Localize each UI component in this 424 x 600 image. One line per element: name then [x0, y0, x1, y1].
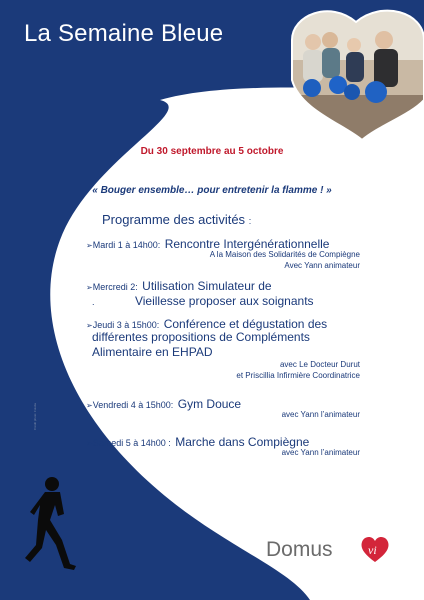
activity-detail: A la Maison des Solidarités de Compiègne: [209, 250, 360, 259]
activity-detail: avec Yann l’animateur: [281, 410, 360, 419]
logo-text: Domus: [266, 538, 333, 561]
activity-5: [86, 433, 309, 451]
programme-colon: :: [248, 216, 252, 226]
activity-prefix: Samedi 5 à 14h00 :: [92, 438, 171, 448]
slogan: « Bouger ensemble… pour entretenir la flamme ! »: [92, 185, 332, 196]
event-dates: Du 30 septembre au 5 octobre: [140, 146, 284, 157]
activity-title-line2: Vieillesse proposer aux soignants: [134, 294, 314, 308]
domusvi-logo: [266, 538, 377, 562]
logo-mark: vi: [368, 543, 377, 557]
activity-4: [86, 395, 241, 413]
activity-prefix: Vendredi 4 à 15h00:: [92, 400, 174, 410]
arrow-icon: ➢: [86, 321, 93, 330]
activity-detail: et Priscillia Infirmière Coordinatrice: [236, 371, 360, 380]
activity-prefix: Jeudi 3 à 15h00:: [92, 320, 160, 330]
arrow-icon: ➢: [86, 283, 93, 292]
activity-detail: Avec Yann animateur: [284, 261, 360, 270]
activity-title-line3: Alimentaire en EHPAD: [92, 345, 213, 359]
activity-detail: avec Le Docteur Durut: [279, 360, 360, 369]
programme-label: Programme des activités: [102, 212, 246, 227]
activity-title-prefix: .: [92, 297, 95, 307]
arrow-icon: ➢: [86, 401, 93, 410]
photo-credit: Crédit photo: Fotolia: [33, 402, 37, 430]
activity-title: Gym Douce: [177, 397, 242, 411]
programme-heading: [102, 212, 251, 227]
activity-title: Conférence et dégustation des: [163, 317, 328, 331]
logo-heart-icon: [360, 534, 390, 564]
page-title: La Semaine Bleue: [24, 20, 224, 47]
activity-prefix: Mercredi 2:: [92, 282, 138, 292]
activity-title: Rencontre Intergénérationnelle: [164, 237, 330, 251]
activity-2-line2: [92, 292, 314, 310]
activity-prefix: Mardi 1 à 14h00:: [92, 240, 161, 250]
activity-detail: avec Yann l’animateur: [281, 448, 360, 457]
arrow-icon: ➢: [86, 241, 93, 250]
activity-title-line2: différentes propositions de Compléments: [92, 330, 310, 344]
activity-title: Marche dans Compiègne: [175, 435, 310, 449]
arrow-icon: ➢: [86, 439, 93, 448]
activity-title: Utilisation Simulateur de: [142, 279, 272, 293]
